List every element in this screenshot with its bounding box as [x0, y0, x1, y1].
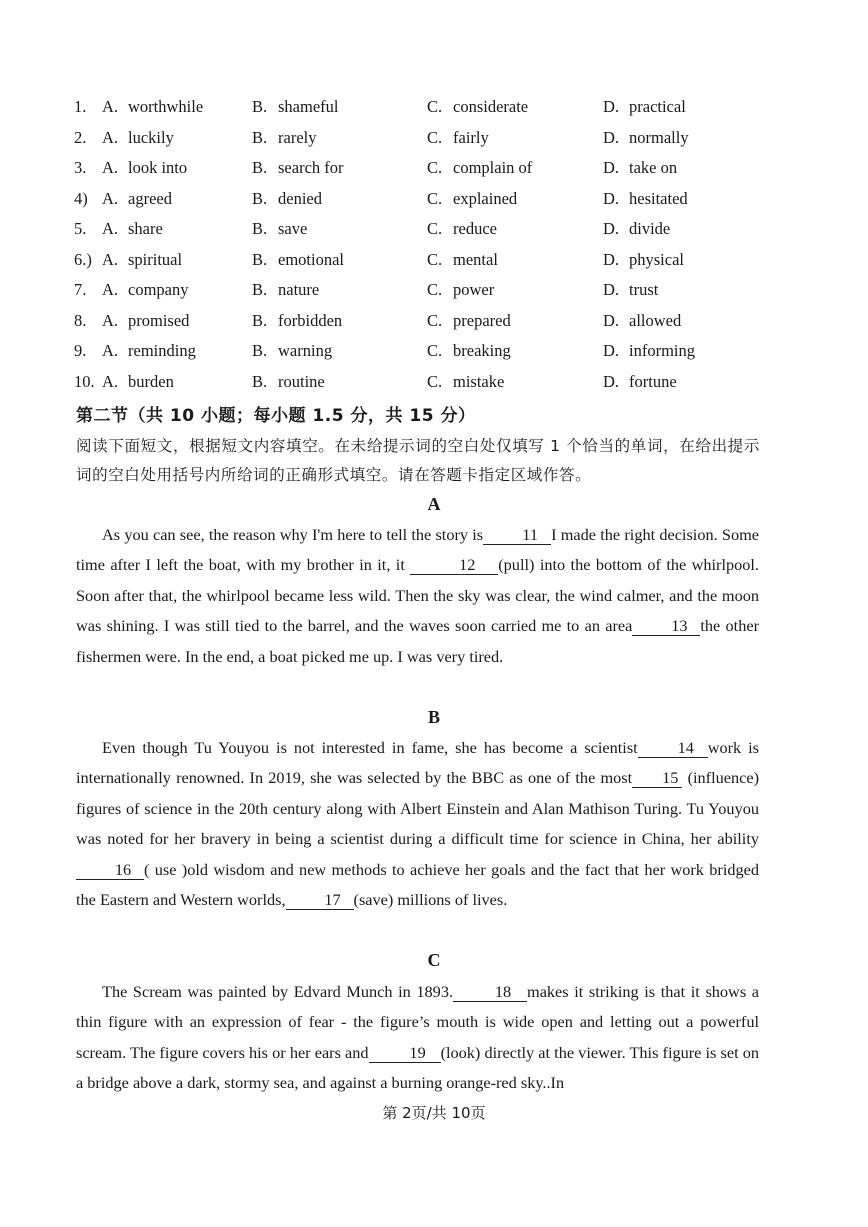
option-letter: D.: [603, 158, 620, 177]
option-text: worthwhile: [128, 97, 204, 116]
options-table: [74, 95, 774, 400]
page-footer: 第 2页/共 10页: [382, 1104, 486, 1122]
option-row: [74, 278, 774, 309]
option-text: fortune: [629, 371, 677, 391]
blank-19[interactable]: 19: [369, 1043, 441, 1063]
option-text: nature: [278, 280, 320, 299]
passage-c-text-1: The Scream was painted by Edvard Munch in 1893.: [102, 982, 454, 1001]
passage-a-text-3: (pull) into the bottom of the whirlpool. Soon after that, the whirlpool became less wild. Then the sky was clear, the wind calmer, and the moon was shining. I was still tied to the barrel, and the waves soon carried me to an area: [76, 555, 759, 636]
option-b[interactable]: [252, 248, 344, 272]
option-letter: D.: [603, 188, 620, 208]
option-text: rarely: [278, 127, 317, 147]
option-d[interactable]: [603, 126, 689, 150]
option-c[interactable]: [427, 339, 511, 363]
question-number: 8.: [74, 310, 87, 330]
option-c[interactable]: [427, 248, 498, 272]
option-text: allowed: [629, 310, 682, 330]
section-title: 第二节（共 10 小题；每小题 1.5 分，共 15 分）: [76, 406, 476, 426]
option-text: informing: [629, 341, 695, 360]
option-row: [74, 370, 774, 401]
question-number: 4): [74, 188, 88, 208]
passage-a-text-2: I made the right decision. Some time after I left the boat, with my brother in it, it: [76, 525, 759, 575]
option-text: physical: [629, 249, 684, 269]
passage-b-text-3: (influence) figures of science in the 20th century along with Albert Einstein and Alan Mathison Turing. Tu Youyou was noted for her bravery in being a scientist during a difficult time for science in China, her ability: [76, 768, 759, 849]
option-text: power: [453, 280, 495, 299]
option-letter: C.: [427, 219, 443, 238]
option-letter: B.: [252, 219, 268, 238]
option-d[interactable]: [603, 248, 684, 272]
passage-b: [76, 733, 759, 915]
blank-13[interactable]: 13: [632, 616, 700, 636]
option-letter: A.: [102, 158, 119, 177]
option-text: burden: [128, 371, 174, 391]
option-a[interactable]: [102, 217, 163, 241]
option-a[interactable]: [102, 278, 188, 302]
option-a[interactable]: [102, 187, 172, 211]
option-text: fairly: [453, 127, 489, 147]
option-text: luckily: [128, 127, 174, 147]
option-letter: B.: [252, 341, 268, 360]
option-d[interactable]: [603, 278, 658, 302]
option-letter: A.: [102, 249, 119, 269]
option-letter: B.: [252, 249, 268, 269]
question-number: 7.: [74, 280, 87, 299]
option-text: practical: [629, 97, 686, 116]
option-text: search for: [278, 158, 344, 177]
option-letter: B.: [252, 280, 268, 299]
option-text: take on: [629, 158, 678, 177]
option-b[interactable]: [252, 156, 344, 180]
question-number: 2.: [74, 127, 87, 147]
option-letter: C.: [427, 188, 443, 208]
option-c[interactable]: [427, 126, 489, 150]
option-row: [74, 156, 774, 187]
blank-18[interactable]: 18: [453, 982, 527, 1002]
question-number: 6.): [74, 249, 92, 269]
option-text: explained: [453, 188, 518, 208]
option-letter: A.: [102, 188, 119, 208]
option-letter: B.: [252, 158, 268, 177]
passage-a-heading: A: [427, 494, 441, 514]
option-letter: D.: [603, 310, 620, 330]
option-b[interactable]: [252, 126, 316, 150]
option-letter: A.: [102, 280, 119, 299]
option-b[interactable]: [252, 309, 342, 333]
question-number: 5.: [74, 219, 87, 238]
option-b[interactable]: [252, 187, 322, 211]
option-text: considerate: [453, 97, 529, 116]
option-c[interactable]: [427, 309, 511, 333]
option-a[interactable]: [102, 370, 174, 394]
option-letter: D.: [603, 97, 620, 116]
option-text: share: [128, 219, 163, 238]
option-text: reduce: [453, 219, 497, 238]
option-letter: C.: [427, 249, 443, 269]
option-letter: C.: [427, 280, 443, 299]
passage-a: [76, 520, 759, 672]
option-text: normally: [629, 127, 689, 147]
option-text: warning: [278, 341, 333, 360]
option-letter: D.: [603, 280, 620, 299]
blank-14[interactable]: 14: [638, 738, 708, 758]
option-text: breaking: [453, 341, 511, 360]
option-text: agreed: [128, 188, 172, 208]
option-d[interactable]: [603, 95, 686, 119]
option-text: look into: [128, 158, 188, 177]
option-letter: D.: [603, 219, 620, 238]
option-letter: C.: [427, 158, 443, 177]
option-letter: D.: [603, 341, 620, 360]
option-text: divide: [629, 219, 671, 238]
question-number: 10.: [74, 371, 95, 391]
option-letter: B.: [252, 371, 268, 391]
question-number: 1.: [74, 97, 87, 116]
option-text: shameful: [278, 97, 339, 116]
option-c[interactable]: [427, 370, 504, 394]
option-a[interactable]: [102, 95, 203, 119]
option-row: [74, 95, 774, 126]
option-text: reminding: [128, 341, 196, 360]
option-c[interactable]: [427, 278, 494, 302]
passage-b-text-5: (save) millions of lives.: [353, 890, 508, 910]
blank-11[interactable]: 11: [483, 525, 551, 545]
option-c[interactable]: [427, 95, 528, 119]
option-text: denied: [278, 188, 322, 208]
option-text: mental: [453, 249, 498, 269]
option-text: hesitated: [629, 188, 688, 208]
option-letter: C.: [427, 127, 443, 147]
option-letter: D.: [603, 127, 620, 147]
option-row: [74, 339, 774, 370]
question-number: 3.: [74, 158, 87, 177]
option-d[interactable]: [603, 339, 695, 363]
passage-c-heading: C: [427, 950, 441, 970]
option-text: prepared: [453, 310, 511, 330]
option-letter: B.: [252, 310, 268, 330]
option-letter: D.: [603, 371, 620, 391]
option-text: routine: [278, 371, 325, 391]
blank-12[interactable]: 12: [410, 555, 498, 575]
option-text: spiritual: [128, 249, 183, 269]
option-row: [74, 126, 774, 157]
blank-17[interactable]: 17: [286, 890, 354, 910]
question-number: 9.: [74, 341, 87, 360]
option-letter: C.: [427, 371, 443, 391]
option-b[interactable]: [252, 278, 319, 302]
option-letter: A.: [102, 371, 119, 391]
option-letter: A.: [102, 310, 119, 330]
option-letter: C.: [427, 310, 443, 330]
option-letter: A.: [102, 97, 119, 116]
option-b[interactable]: [252, 370, 325, 394]
option-letter: A.: [102, 219, 119, 238]
option-letter: A.: [102, 127, 119, 147]
option-a[interactable]: [102, 126, 174, 150]
blank-15[interactable]: 15: [632, 768, 682, 788]
option-text: save: [278, 219, 308, 238]
option-c[interactable]: [427, 217, 497, 241]
passage-b-text-4: ( use )old wisdom and new methods to achieve her goals and the fact that her work bridged the Eastern and Western worlds,: [76, 859, 759, 910]
passage-a-text-1: As you can see, the reason why I'm here to tell the story is: [102, 525, 484, 544]
option-d[interactable]: [603, 187, 688, 211]
passage-b-text-1: Even though Tu Youyou is not interested in fame, she has become a scientist: [102, 738, 638, 757]
option-text: mistake: [453, 371, 505, 391]
passage-a-text-4: the other fishermen were. In the end, a boat picked me up. I was very tired.: [76, 616, 759, 666]
option-text: forbidden: [278, 310, 343, 330]
option-b[interactable]: [252, 339, 332, 363]
option-row: [74, 217, 774, 248]
option-letter: B.: [252, 127, 268, 147]
option-row: [74, 248, 774, 279]
passage-c: [76, 977, 759, 1099]
option-b[interactable]: [252, 95, 338, 119]
option-letter: B.: [252, 97, 268, 116]
option-letter: C.: [427, 341, 443, 360]
option-letter: D.: [603, 249, 620, 269]
option-b[interactable]: [252, 217, 307, 241]
option-letter: A.: [102, 341, 119, 360]
option-text: promised: [128, 310, 190, 330]
option-a[interactable]: [102, 309, 189, 333]
blank-16[interactable]: 16: [76, 860, 144, 880]
option-a[interactable]: [102, 156, 187, 180]
passage-b-heading: B: [427, 707, 440, 727]
option-letter: B.: [252, 188, 268, 208]
passage-c-text-3: (look) directly at the viewer. This figure is set on a bridge above a dark, stormy sea, and against a burning orange-red sky..In: [76, 1042, 759, 1093]
option-text: emotional: [278, 249, 344, 269]
option-d[interactable]: [603, 217, 670, 241]
passage-b-text-2: work is internationally renowned. In 2019, she was selected by the BBC as one of the most: [76, 738, 760, 788]
option-a[interactable]: [102, 339, 196, 363]
option-text: trust: [629, 280, 659, 299]
option-d[interactable]: [603, 370, 677, 394]
option-text: company: [128, 280, 189, 299]
option-row: [74, 309, 774, 340]
section-instructions: 阅读下面短文，根据短文内容填空。在未给提示词的空白处仅填写 1 个恰当的单词，在给出提示词的空白处用括号内所给词的正确形式填空。请在答题卡指定区域作答。: [76, 437, 760, 484]
option-c[interactable]: [427, 187, 517, 211]
option-text: complain of: [453, 158, 533, 177]
option-c[interactable]: [427, 156, 532, 180]
passage-c-text-2: makes it striking is that it shows a thin figure with an expression of fear - the figure’s mouth is wide open and letting out a powerful scream. The figure covers his or her ears and: [76, 982, 759, 1062]
option-a[interactable]: [102, 248, 182, 272]
option-d[interactable]: [603, 156, 677, 180]
option-row: [74, 187, 774, 218]
option-d[interactable]: [603, 309, 681, 333]
option-letter: C.: [427, 97, 443, 116]
